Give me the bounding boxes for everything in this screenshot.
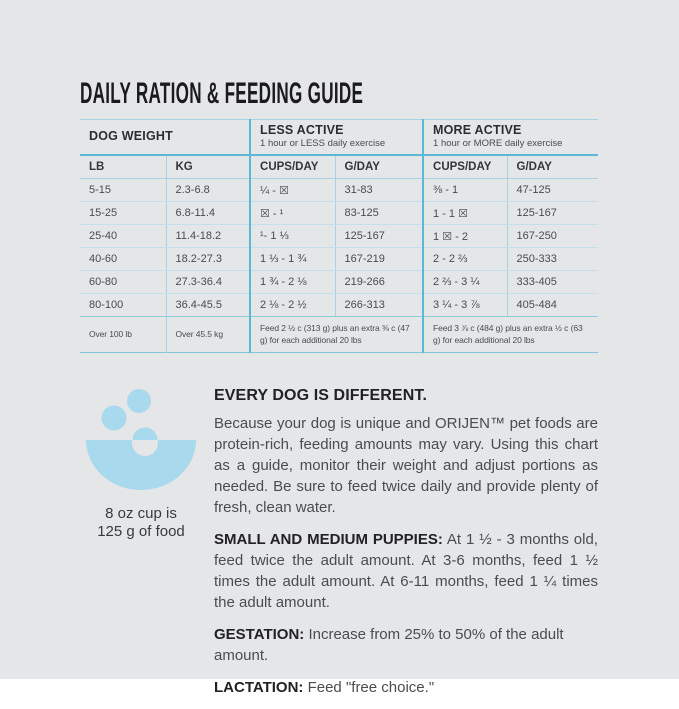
cell-g-more: 250-333 bbox=[507, 248, 598, 271]
cell-g-more: 125-167 bbox=[507, 202, 598, 225]
table-row bbox=[80, 248, 598, 271]
lactation-body: Feed "free choice." bbox=[303, 679, 435, 696]
footer-over-lb: Over 100 lb bbox=[89, 328, 132, 339]
footer-less-active-note: Feed 2 ½ c (313 g) plus an extra ⅜ c (47 g) for each additional 20 lbs bbox=[250, 317, 423, 353]
table-row bbox=[80, 271, 598, 294]
cell-g-more: 167-250 bbox=[507, 225, 598, 248]
col-header-g-less: G/DAY bbox=[335, 155, 423, 179]
cell-g-less: 266-313 bbox=[335, 294, 423, 317]
cell-kg: 2.3-6.8 bbox=[166, 179, 250, 202]
puppies-label: SMALL AND MEDIUM PUPPIES: bbox=[214, 531, 443, 548]
cell-cups-more: 1 ☒ - 2 bbox=[423, 225, 507, 248]
lactation-paragraph bbox=[214, 677, 598, 698]
cell-cups-more: 2 ⅔ - 3 ¼ bbox=[423, 271, 507, 294]
cell-kg: 6.8-11.4 bbox=[166, 202, 250, 225]
cell-lb: 5-15 bbox=[80, 179, 166, 202]
cup-note-line1: 8 oz cup is bbox=[105, 505, 177, 522]
group-subtitle: 1 hour or LESS daily exercise bbox=[260, 138, 386, 150]
col-header-cups-more: CUPS/DAY bbox=[423, 155, 507, 179]
cell-cups-less: ☒ - ¹ bbox=[250, 202, 335, 225]
cell-cups-less: 1 ¾ - 2 ⅛ bbox=[250, 271, 335, 294]
table-row bbox=[80, 202, 598, 225]
group-dog-weight bbox=[80, 120, 250, 155]
cell-g-more: 47-125 bbox=[507, 179, 598, 202]
gestation-paragraph bbox=[214, 624, 598, 666]
puppies-body: At 1 ½ - 3 months old, feed twice the adult amount. At 3-6 months, feed 1 ½ times the adult amount. At 6-11 months, feed 1 ¼ times the adult amount. bbox=[214, 531, 598, 611]
table-row bbox=[80, 179, 598, 202]
table-column-header-row bbox=[80, 155, 598, 179]
table-group-header-row bbox=[80, 120, 598, 155]
cell-lb: 15-25 bbox=[80, 202, 166, 225]
group-label: LESS ACTIVE bbox=[260, 123, 344, 138]
cell-g-less: 125-167 bbox=[335, 225, 423, 248]
cell-cups-less: ¹- 1 ⅓ bbox=[250, 225, 335, 248]
group-less-active bbox=[250, 120, 423, 155]
cell-cups-less: 1 ⅓ - 1 ¾ bbox=[250, 248, 335, 271]
cell-g-less: 219-266 bbox=[335, 271, 423, 294]
every-dog-heading: EVERY DOG IS DIFFERENT. bbox=[214, 387, 428, 404]
cup-note-line2: 125 g of food bbox=[97, 523, 185, 540]
gestation-label: GESTATION: bbox=[214, 626, 305, 643]
cell-lb: 80-100 bbox=[80, 294, 166, 317]
col-header-lb: LB bbox=[80, 155, 166, 179]
bottom-section bbox=[80, 387, 598, 709]
col-header-kg: KG bbox=[166, 155, 250, 179]
cell-g-more: 333-405 bbox=[507, 271, 598, 294]
cell-lb: 40-60 bbox=[80, 248, 166, 271]
table-footer-row bbox=[80, 317, 598, 353]
footer-more-active-note: Feed 3 ⅞ c (484 g) plus an extra ½ c (63 g) for each additional 20 lbs bbox=[423, 317, 598, 353]
cup-column bbox=[85, 387, 197, 709]
cell-cups-more: 2 - 2 ⅔ bbox=[423, 248, 507, 271]
group-more-active bbox=[423, 120, 598, 155]
group-subtitle: 1 hour or MORE daily exercise bbox=[433, 138, 563, 150]
cup-measure-note bbox=[85, 505, 197, 541]
col-header-g-more: G/DAY bbox=[507, 155, 598, 179]
food-bowl-icon bbox=[85, 387, 197, 491]
cell-kg: 11.4-18.2 bbox=[166, 225, 250, 248]
table-row bbox=[80, 225, 598, 248]
group-label: MORE ACTIVE bbox=[433, 123, 522, 138]
lactation-label: LACTATION: bbox=[214, 679, 304, 696]
gestation-body: Increase from 25% to 50% of the adult amount. bbox=[214, 626, 564, 664]
cell-lb: 25-40 bbox=[80, 225, 166, 248]
page-title: DAILY RATION & FEEDING GUIDE bbox=[80, 77, 364, 110]
cell-g-less: 83-125 bbox=[335, 202, 423, 225]
cell-lb: 60-80 bbox=[80, 271, 166, 294]
cell-kg: 18.2-27.3 bbox=[166, 248, 250, 271]
table-row bbox=[80, 294, 598, 317]
cell-cups-more: ⅜ - 1 bbox=[423, 179, 507, 202]
cell-g-less: 167-219 bbox=[335, 248, 423, 271]
text-column bbox=[214, 387, 598, 709]
cell-kg: 36.4-45.5 bbox=[166, 294, 250, 317]
cell-cups-less: 2 ⅛ - 2 ½ bbox=[250, 294, 335, 317]
cell-cups-more: 1 - 1 ☒ bbox=[423, 202, 507, 225]
cell-cups-less: ¼ - ☒ bbox=[250, 179, 335, 202]
footer-over-kg: Over 45.5 kg bbox=[166, 317, 250, 353]
every-dog-paragraph: Because your dog is unique and ORIJEN™ pet foods are protein-rich, feeding amounts may vary. Using this chart as a guide, monitor their weight and adjust portions as needed. Be sure to feed twice daily and provide plenty of fresh, clean water. bbox=[214, 415, 598, 516]
col-header-cups-less: CUPS/DAY bbox=[250, 155, 335, 179]
cell-g-more: 405-484 bbox=[507, 294, 598, 317]
cell-cups-more: 3 ¼ - 3 ⅞ bbox=[423, 294, 507, 317]
group-label: DOG WEIGHT bbox=[89, 129, 173, 144]
cell-g-less: 31-83 bbox=[335, 179, 423, 202]
puppies-paragraph bbox=[214, 529, 598, 613]
feeding-table bbox=[80, 119, 598, 353]
cell-kg: 27.3-36.4 bbox=[166, 271, 250, 294]
